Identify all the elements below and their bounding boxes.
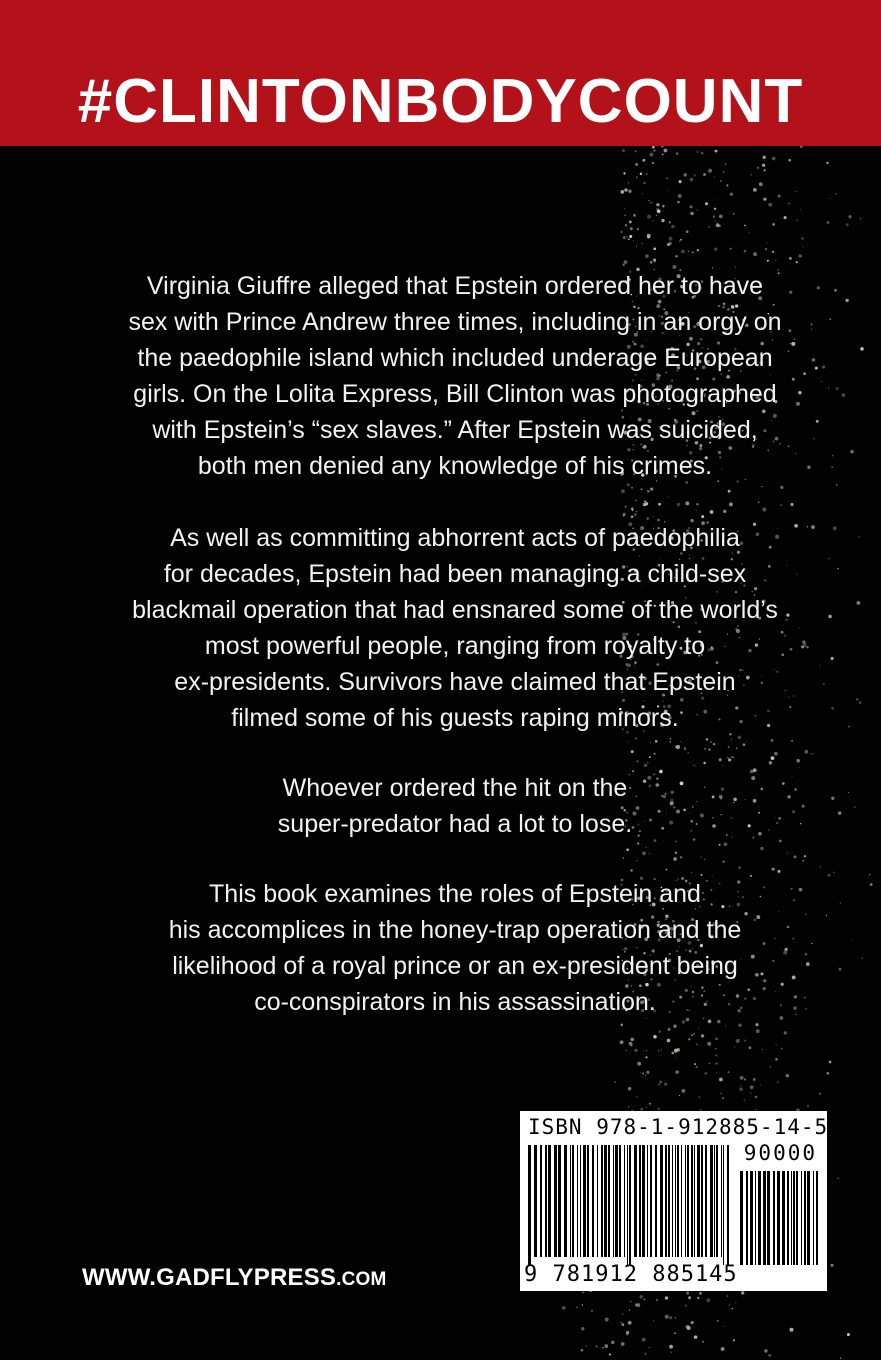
blurb-line: filmed some of his guests raping minors. <box>231 704 679 732</box>
price-code: 90000 <box>743 1141 817 1165</box>
blurb-line: both men denied any knowledge of his crimes. <box>197 452 713 480</box>
isbn-number: ISBN 978-1-912885-14-5 <box>528 1115 829 1139</box>
blurb-line: co-conspirators in his assassination. <box>254 988 656 1016</box>
blurb-line: Whoever ordered the hit on the <box>282 774 628 802</box>
blurb-line: Virginia Giuffre alleged that Epstein ordered her to have <box>146 272 764 300</box>
blurb-paragraph-4 <box>95 876 815 1020</box>
blurb-line: most powerful people, ranging from royalty to <box>204 632 706 660</box>
blurb-line: sex with Prince Andrew three times, including in an orgy on <box>128 308 782 336</box>
blurb-paragraph-3 <box>95 770 815 842</box>
blurb-line: his accomplices in the honey-trap operation and the <box>168 916 742 944</box>
isbn-barcode <box>520 1111 827 1291</box>
blurb-line: As well as committing abhorrent acts of paedophilia <box>170 524 740 552</box>
ean-number: 9 781912 885145 <box>524 1262 738 1287</box>
website-suffix: .COM <box>336 1269 387 1290</box>
blurb-line: ex-presidents. Survivors have claimed that Epstein <box>174 668 736 696</box>
blurb-paragraph-1 <box>95 268 815 484</box>
blurb-line: This book examines the roles of Epstein and <box>209 880 701 908</box>
banner-title: #CLINTONBODYCOUNT <box>77 67 804 136</box>
blurb-line: super-predator had a lot to lose. <box>277 810 633 838</box>
blurb-line: blackmail operation that had ensnared some of the world’s <box>132 596 778 624</box>
blurb-line: the paedophile island which included underage European <box>137 344 773 372</box>
blurb-line: with Epstein’s “sex slaves.” After Epstein was suicided, <box>152 416 758 444</box>
title-banner <box>0 0 881 146</box>
blurb-line: girls. On the Lolita Express, Bill Clinton was photographed <box>133 380 777 408</box>
website-main: WWW.GADFLYPRESS <box>82 1264 337 1291</box>
blurb-line: likelihood of a royal prince or an ex-president being <box>172 952 738 980</box>
blurb-line: for decades, Epstein had been managing a child-sex <box>163 560 747 588</box>
publisher-website <box>82 1264 387 1292</box>
blurb-paragraph-2 <box>95 520 815 736</box>
